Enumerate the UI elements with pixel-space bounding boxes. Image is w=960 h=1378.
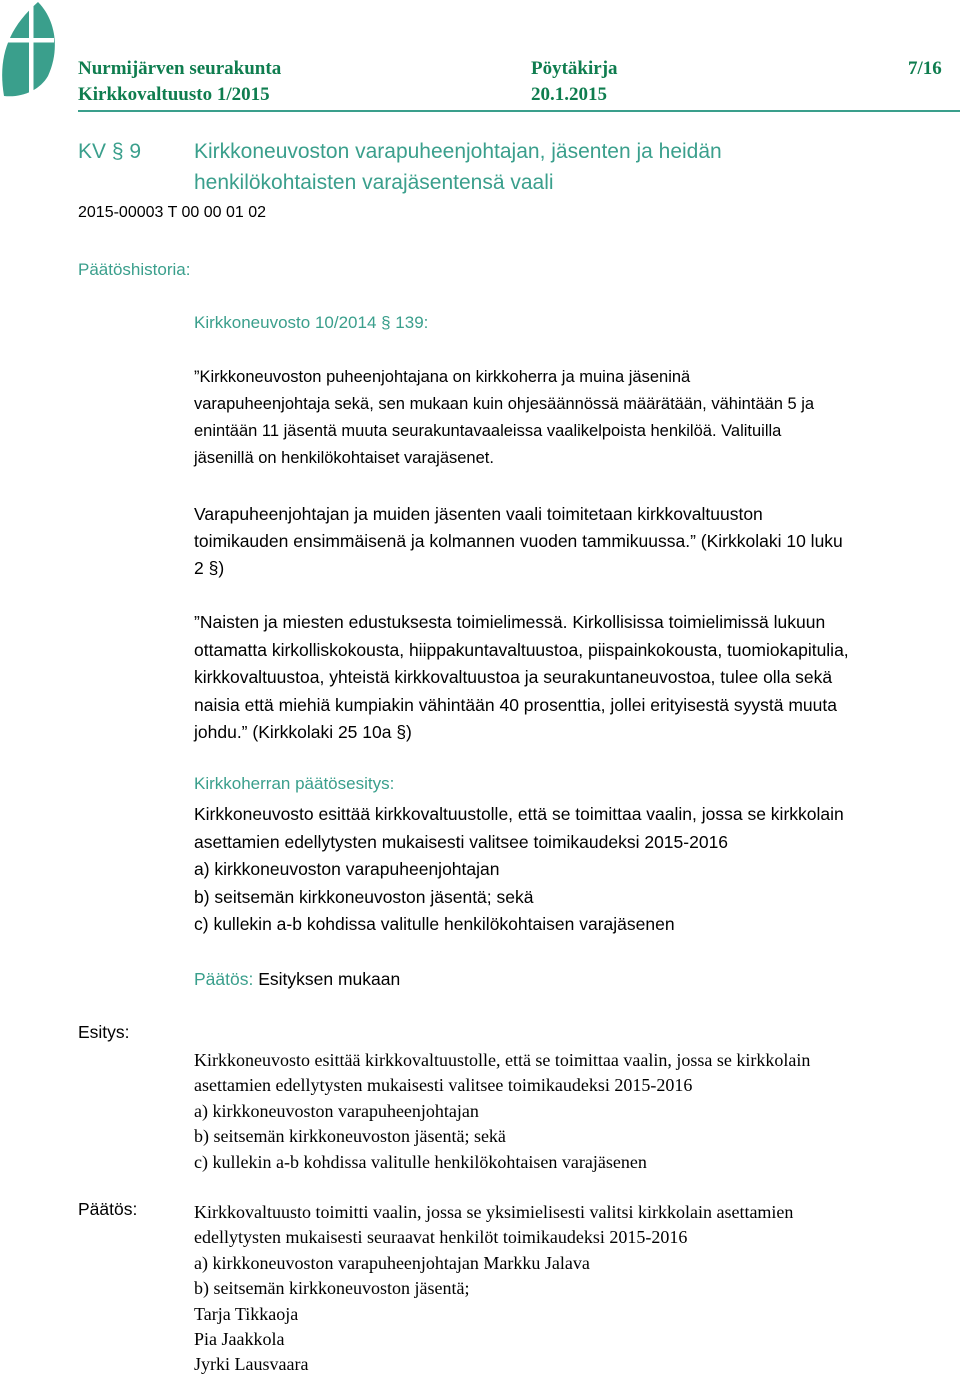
history-para3-line5: johdu.” (Kirkkolaki 25 10a §) xyxy=(194,722,412,742)
proposal-item-c: c) kullekin a-b kohdissa valitulle henkilökohtaisen varajäsenen xyxy=(194,914,675,934)
history-para1-line2: varapuheenjohtaja sekä, sen mukaan kuin ohjesäännössä määrätään, vähintään 5 ja xyxy=(194,395,815,413)
history-decision xyxy=(194,966,400,994)
esitys-item-c: c) kullekin a-b kohdissa valitulle henkilökohtaisen varajäsenen xyxy=(194,1152,647,1172)
page-number: 7/16 xyxy=(908,58,942,79)
history-para2-line2: toimikauden ensimmäisenä ja kolmannen vuoden tammikuussa.” (Kirkkolaki 10 luku xyxy=(194,531,843,551)
esitys-item-b: b) seitsemän kirkkoneuvoston jäsentä; sekä xyxy=(194,1126,506,1146)
esitys-item-a: a) kirkkoneuvoston varapuheenjohtajan xyxy=(194,1101,479,1121)
esitys-line2: asettamien edellytysten mukaisesti valitsee toimikaudeksi 2015-2016 xyxy=(194,1075,693,1095)
section-title-line1: Kirkkoneuvoston varapuheenjohtajan, jäsenten ja heidän xyxy=(194,140,722,163)
section-title-line2: henkilökohtaisten varajäsentensä vaali xyxy=(194,171,554,194)
org-name: Nurmijärven seurakunta xyxy=(78,58,282,79)
meeting-date: 20.1.2015 xyxy=(531,84,607,105)
section-number: KV § 9 xyxy=(78,140,142,163)
history-para3-line4: naisia että miehiä kumpiakin vähintään 40 prosenttia, jollei erityisestä syystä muuta xyxy=(194,695,837,715)
document-type: Pöytäkirja xyxy=(531,58,618,79)
history-label: Päätöshistoria: xyxy=(78,260,191,279)
proposal-label: Kirkkoherran päätösesitys: xyxy=(194,774,395,793)
proposal-item-b: b) seitsemän kirkkoneuvoston jäsentä; sekä xyxy=(194,887,534,907)
paatos-item-b: b) seitsemän kirkkoneuvoston jäsentä; xyxy=(194,1278,470,1298)
paatos-line2: edellytysten mukaisesti seuraavat henkilöt toimikaudeksi 2015-2016 xyxy=(194,1227,688,1247)
paatos-label: Päätös: xyxy=(78,1199,138,1219)
cross-logo-icon xyxy=(0,0,62,100)
history-para2-line3: 2 §) xyxy=(194,558,225,578)
paatos-line1: Kirkkovaltuusto toimitti vaalin, jossa se yksimielisesti valitsi kirkkolain asettamien xyxy=(194,1202,794,1222)
header-rule xyxy=(78,110,960,112)
history-decision-label: Päätös: xyxy=(194,969,254,989)
history-para1-line4: jäsenillä on henkilökohtaiset varajäsenet. xyxy=(194,449,494,467)
history-para3-line1: ”Naisten ja miesten edustuksesta toimielimessä. Kirkollisissa toimielimissä lukuun xyxy=(194,612,826,632)
history-para2-line1: Varapuheenjohtajan ja muiden jäsenten vaali toimitetaan kirkkovaltuuston xyxy=(194,504,763,524)
paatos-member: Jyrki Lausvaara xyxy=(194,1354,309,1374)
proposal-line2: asettamien edellytysten mukaisesti valitsee toimikaudeksi 2015-2016 xyxy=(194,832,729,852)
proposal-line1: Kirkkoneuvosto esittää kirkkovaltuustolle, että se toimittaa vaalin, jossa se kirkkolain xyxy=(194,804,844,824)
history-reference: Kirkkoneuvosto 10/2014 § 139: xyxy=(194,313,429,332)
esitys-line1: Kirkkoneuvosto esittää kirkkovaltuustolle, että se toimittaa vaalin, jossa se kirkkolain xyxy=(194,1050,811,1070)
history-para3-line3: kirkkovaltuustoa, yhteistä kirkkovaltuustoa ja seurakuntaneuvostoa, tulee olla sekä xyxy=(194,667,833,687)
paatos-item-a: a) kirkkoneuvoston varapuheenjohtajan Markku Jalava xyxy=(194,1253,590,1273)
history-para1-line3: enintään 11 jäsentä muuta seurakuntavaaleissa vaalikelpoista henkilöä. Valituilla xyxy=(194,422,782,440)
proposal-item-a: a) kirkkoneuvoston varapuheenjohtajan xyxy=(194,859,500,879)
case-number: 2015-00003 T 00 00 01 02 xyxy=(78,204,267,221)
paatos-member: Tarja Tikkaoja xyxy=(194,1304,299,1324)
history-para1-line1: ”Kirkkoneuvoston puheenjohtajana on kirkkoherra ja muina jäseninä xyxy=(194,368,691,386)
history-para3-line2: ottamatta kirkolliskokousta, hiippakuntavaltuustoa, piispainkokousta, tuomiokapitulia, xyxy=(194,640,849,660)
meeting-name: Kirkkovaltuusto 1/2015 xyxy=(78,84,270,105)
paatos-member: Pia Jaakkola xyxy=(194,1329,285,1349)
history-decision-text: Esityksen mukaan xyxy=(258,969,401,989)
esitys-label: Esitys: xyxy=(78,1022,130,1042)
